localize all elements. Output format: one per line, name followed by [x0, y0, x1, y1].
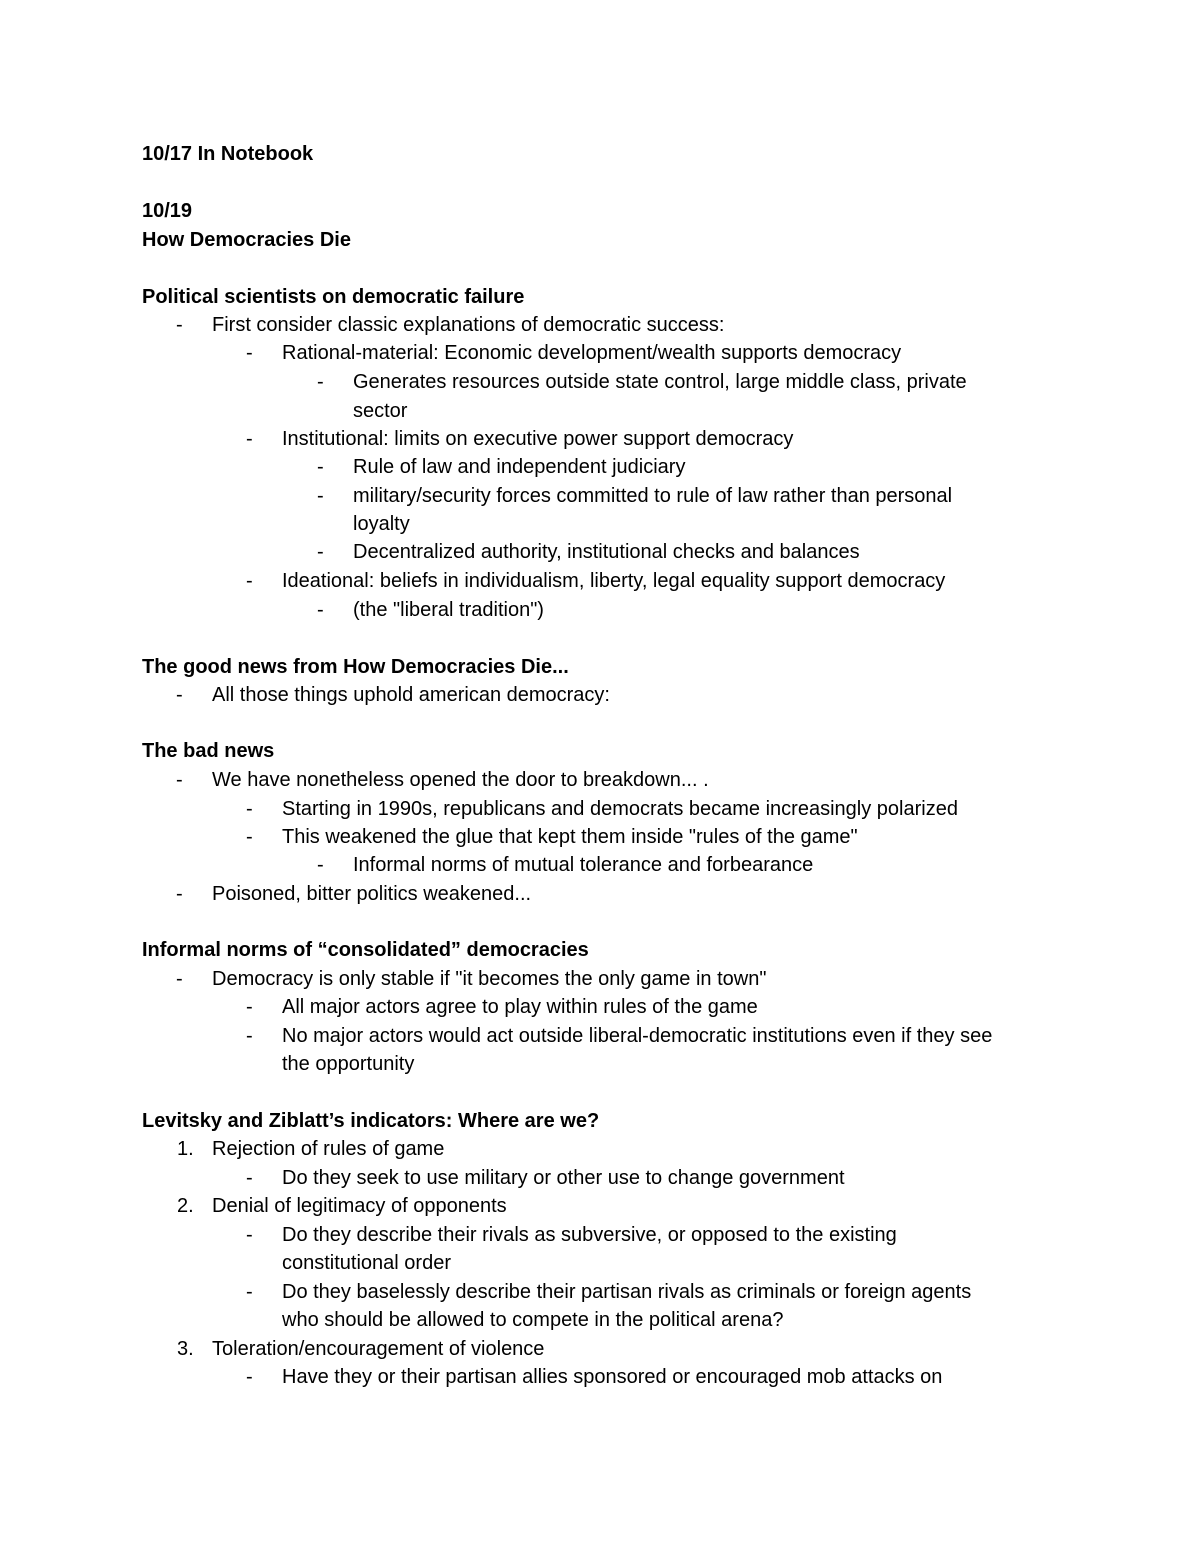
list-item-text: Democracy is only stable if "it becomes the only game in town"	[212, 968, 767, 990]
bullet-marker: -	[317, 485, 324, 507]
list-item-text: who should be allowed to compete in the political arena?	[282, 1309, 784, 1331]
bullet-marker: -	[317, 599, 324, 621]
heading-text: Political scientists on democratic failure	[142, 286, 525, 308]
bullet-marker: -	[246, 1167, 253, 1189]
list-item-text: Rule of law and independent judiciary	[353, 456, 686, 478]
list-item-text: Do they describe their rivals as subversive, or opposed to the existing	[282, 1224, 897, 1246]
list-item-text: loyalty	[353, 513, 410, 535]
list-item-text: Denial of legitimacy of opponents	[212, 1195, 507, 1217]
list-item-text: (the "liberal tradition")	[353, 599, 544, 621]
bullet-marker: -	[246, 996, 253, 1018]
bullet-marker: -	[246, 798, 253, 820]
bullet-marker: -	[246, 1366, 253, 1388]
number-marker: 3.	[177, 1338, 194, 1360]
list-item-text: First consider classic explanations of democratic success:	[212, 314, 725, 336]
list-item-text: No major actors would act outside liberal-democratic institutions even if they see	[282, 1025, 993, 1047]
bullet-marker: -	[176, 314, 183, 336]
bullet-marker: -	[246, 1224, 253, 1246]
heading-text: Levitsky and Ziblatt’s indicators: Where are we?	[142, 1110, 600, 1132]
bullet-marker: -	[246, 826, 253, 848]
bullet-marker: -	[317, 854, 324, 876]
list-item-text: Rejection of rules of game	[212, 1138, 445, 1160]
list-item-text: All those things uphold american democracy:	[212, 684, 610, 706]
list-item-text: Rational-material: Economic development/wealth supports democracy	[282, 342, 902, 364]
bullet-marker: -	[176, 968, 183, 990]
list-item-text: sector	[353, 400, 408, 422]
list-item-text: Ideational: beliefs in individualism, liberty, legal equality support democracy	[282, 570, 946, 592]
heading-text: 10/17 In Notebook	[142, 143, 314, 165]
number-marker: 2.	[177, 1195, 194, 1217]
bullet-marker: -	[317, 371, 324, 393]
bullet-marker: -	[317, 456, 324, 478]
bullet-marker: -	[176, 883, 183, 905]
list-item-text: Poisoned, bitter politics weakened...	[212, 883, 532, 905]
list-item-text: Do they baselessly describe their partisan rivals as criminals or foreign agents	[282, 1281, 972, 1303]
heading-text: Informal norms of “consolidated” democracies	[142, 939, 589, 961]
list-item-text: Informal norms of mutual tolerance and forbearance	[353, 854, 814, 876]
heading-text: 10/19	[142, 200, 193, 222]
heading-text: The bad news	[142, 740, 275, 762]
bullet-marker: -	[246, 342, 253, 364]
bullet-marker: -	[246, 1025, 253, 1047]
bullet-marker: -	[176, 684, 183, 706]
bullet-marker: -	[317, 541, 324, 563]
list-item-text: Institutional: limits on executive power support democracy	[282, 428, 794, 450]
heading-text: How Democracies Die	[142, 229, 351, 251]
bullet-marker: -	[246, 570, 253, 592]
bullet-marker: -	[176, 769, 183, 791]
list-item-text: All major actors agree to play within rules of the game	[282, 996, 758, 1018]
list-item-text: This weakened the glue that kept them inside "rules of the game"	[282, 826, 858, 848]
list-item-text: Generates resources outside state control, large middle class, private	[353, 371, 967, 393]
list-item-text: Starting in 1990s, republicans and democrats became increasingly polarized	[282, 798, 958, 820]
list-item-text: military/security forces committed to rule of law rather than personal	[353, 485, 953, 507]
list-item-text: Do they seek to use military or other use to change government	[282, 1167, 845, 1189]
list-item-text: Toleration/encouragement of violence	[212, 1338, 545, 1360]
number-marker: 1.	[177, 1138, 194, 1160]
bullet-marker: -	[246, 428, 253, 450]
list-item-text: the opportunity	[282, 1053, 415, 1075]
list-item-text: Decentralized authority, institutional checks and balances	[353, 541, 860, 563]
bullet-marker: -	[246, 1281, 253, 1303]
list-item-text: We have nonetheless opened the door to breakdown... .	[212, 769, 709, 791]
list-item-text: constitutional order	[282, 1252, 451, 1274]
heading-text: The good news from How Democracies Die...	[142, 656, 569, 678]
list-item-text: Have they or their partisan allies sponsored or encouraged mob attacks on	[282, 1366, 943, 1388]
